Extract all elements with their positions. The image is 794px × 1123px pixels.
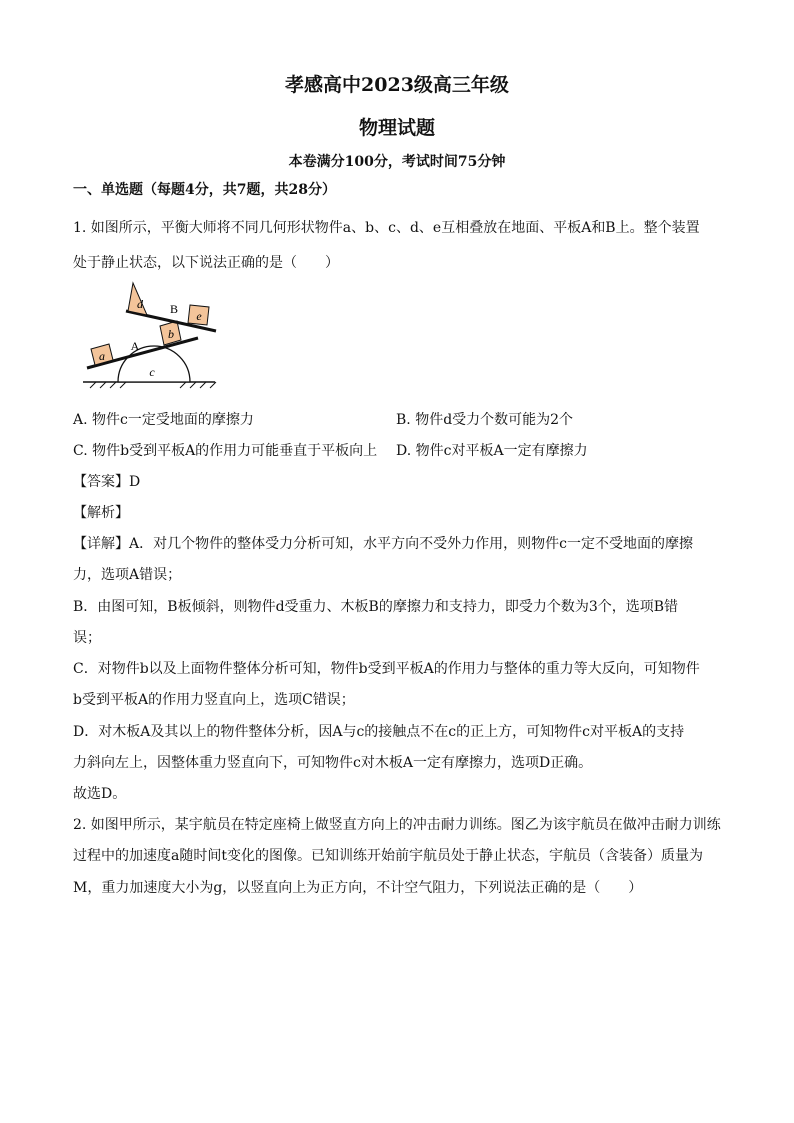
question-1-detail-line: 力斜向左上，因整体重力竖直向下，可知物件c对木板A一定有摩擦力，选项D正确。 [73,755,593,771]
question-1-conclusion: 故选D。 [73,786,127,802]
label-c: c [149,365,155,379]
question-1-detail-line: b受到平板A的作用力竖直向上，选项C错误； [73,692,355,708]
question-1-analysis-label: 【解析】 [73,505,129,521]
question-1-option-d: D. 物件c对平板A一定有摩擦力 [396,443,588,459]
question-1-detail-line: D．对木板A及其以上的物件整体分析，因A与c的接触点不在c的正上方，可知物件c对平板A的支持 [73,724,685,740]
question-1-answer: 【答案】D [73,474,141,490]
label-e: e [196,309,202,323]
question-1-option-c: C. 物件b受到平板A的作用力可能垂直于平板向上 [73,443,378,459]
question-1-detail-line: B．由图可知，B板倾斜，则物件d受重力、木板B的摩擦力和支持力，即受力个数为3个，选项B错 [73,599,679,615]
question-2-stem-line-1: 2. 如图甲所示，某宇航员在特定座椅上做竖直方向上的冲击耐力训练。图乙为该宇航员在做冲击耐力训练 [73,817,721,833]
question-1-detail-line: 【详解】A．对几个物件的整体受力分析可知，水平方向不受外力作用，则物件c一定不受地面的摩擦 [73,536,693,552]
exam-info: 本卷满分100分，考试时间75分钟 [288,154,506,170]
question-1-detail-line: 误； [73,630,101,646]
question-1-detail-line: 力，选项A错误； [73,567,182,583]
school-title: 孝感高中2023级高三年级 [285,74,509,96]
question-1-option-b: B. 物件d受力个数可能为2个 [396,412,574,428]
question-1-figure [80,280,220,395]
label-a: a [99,349,105,363]
label-B: B [169,302,179,316]
label-b: b [168,327,174,341]
question-1-stem-line-1: 1. 如图所示，平衡大师将不同几何形状物件a、b、c、d、e互相叠放在地面、平板A和B上。整个装置 [73,220,700,236]
question-1-detail-line: C．对物件b以及上面物件整体分析可知，物件b受到平板A的作用力与整体的重力等大反向，可知物件 [73,661,700,677]
subject-title: 物理试题 [358,117,435,139]
label-d: d [137,297,143,311]
ground-hatch [90,382,216,388]
question-1-option-a: A. 物件c一定受地面的摩擦力 [73,412,254,428]
question-2-stem-line-3: M，重力加速度大小为g，以竖直向上为正方向，不计空气阻力，下列说法正确的是（ ） [73,880,643,896]
label-A: A [130,339,140,353]
question-1-stem-line-2: 处于静止状态，以下说法正确的是（ ） [73,255,339,271]
question-2-stem-line-2: 过程中的加速度a随时间t变化的图像。已知训练开始前宇航员处于静止状态，宇航员（含装备）质量为 [73,848,703,864]
section-heading: 一、单选题（每题4分，共7题，共28分） [73,182,336,198]
